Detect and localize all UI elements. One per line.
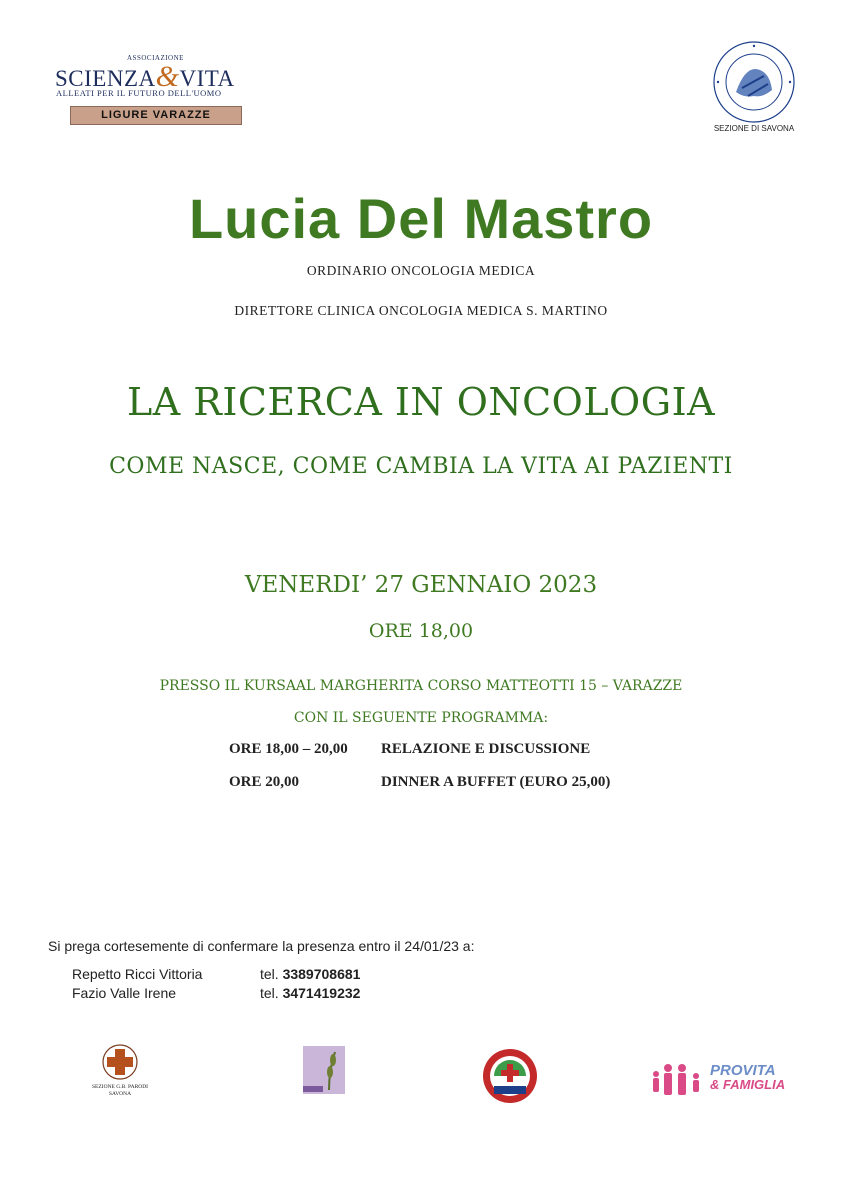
contact-1-tel-label: tel. [260, 966, 279, 982]
logo-assoc-label: ASSOCIAZIONE [127, 54, 184, 62]
gb-parodi-caption-line1: SEZIONE G.B. PARODI [91, 1084, 149, 1090]
gb-parodi-logo [80, 1042, 160, 1102]
logo-motto: ALLEATI PER IL FUTURO DELL'UOMO [56, 88, 222, 98]
speaker-role-2: DIRETTORE CLINICA ONCOLOGIA MEDICA S. MARTINO [234, 303, 608, 318]
contact-1-tel [260, 966, 360, 982]
scienza-vita-logo [55, 48, 275, 128]
event-venue: PRESSO IL KURSAAL MARGHERITA CORSO MATTEOTTI 15 – VARAZZE [159, 678, 683, 694]
event-date: VENERDI’ 27 GENNAIO 2023 [244, 572, 598, 598]
provita-famiglia-logo [648, 1062, 798, 1102]
circular-badge-logo [480, 1046, 540, 1106]
program-item-2-time: ORE 20,00 [229, 774, 300, 790]
contact-1-tel-number: 3389708681 [282, 966, 361, 982]
program-item-1-desc: RELAZIONE E DISCUSSIONE [381, 741, 591, 757]
gb-parodi-caption-line2: SAVONA [108, 1091, 132, 1097]
ucid-logo [708, 40, 800, 140]
rsvp-text: Si prega cortesemente di confermare la presenza entro il 24/01/23 a: [48, 938, 475, 954]
ucid-section-label: SEZIONE DI SAVONA [713, 124, 795, 133]
family-icon [648, 1062, 708, 1098]
logo-brand-amp: & [155, 60, 180, 93]
event-subtitle: COME NASCE, COME CAMBIA LA VITA AI PAZIENTI [109, 454, 733, 479]
program-item-1-time: ORE 18,00 – 20,00 [229, 741, 348, 757]
badge-icon [480, 1046, 540, 1106]
contact-2-name: Fazio Valle Irene [72, 985, 177, 1001]
event-time: ORE 18,00 [368, 620, 474, 642]
logo-brand-right: VITA [179, 66, 235, 91]
provita-line2: & FAMIGLIA [710, 1077, 786, 1092]
speaker-role-1: ORDINARIO ONCOLOGIA MEDICA [306, 263, 536, 278]
speaker-name: Lucia Del Mastro [188, 187, 654, 250]
contact-1-name: Repetto Ricci Vittoria [72, 966, 203, 982]
program-item-2-desc: DINNER A BUFFET (EURO 25,00) [381, 774, 611, 790]
program-intro: CON IL SEGUENTE PROGRAMMA: [293, 710, 549, 726]
plant-logo [285, 1044, 363, 1106]
logo-branch-label: LIGURE VARAZZE [70, 106, 242, 125]
provita-line1: PROVITA [710, 1062, 776, 1079]
event-title: LA RICERCA IN ONCOLOGIA [126, 380, 716, 424]
contact-2-tel-number: 3471419232 [282, 985, 361, 1001]
contact-2-tel [260, 985, 360, 1001]
ucid-emblem-icon [712, 40, 796, 124]
plant-icon [285, 1044, 363, 1098]
contact-2-tel-label: tel. [260, 985, 279, 1001]
logo-brand-left: SCIENZA [55, 66, 156, 91]
cross-emblem-icon [80, 1042, 160, 1084]
gb-parodi-caption [80, 1084, 160, 1098]
